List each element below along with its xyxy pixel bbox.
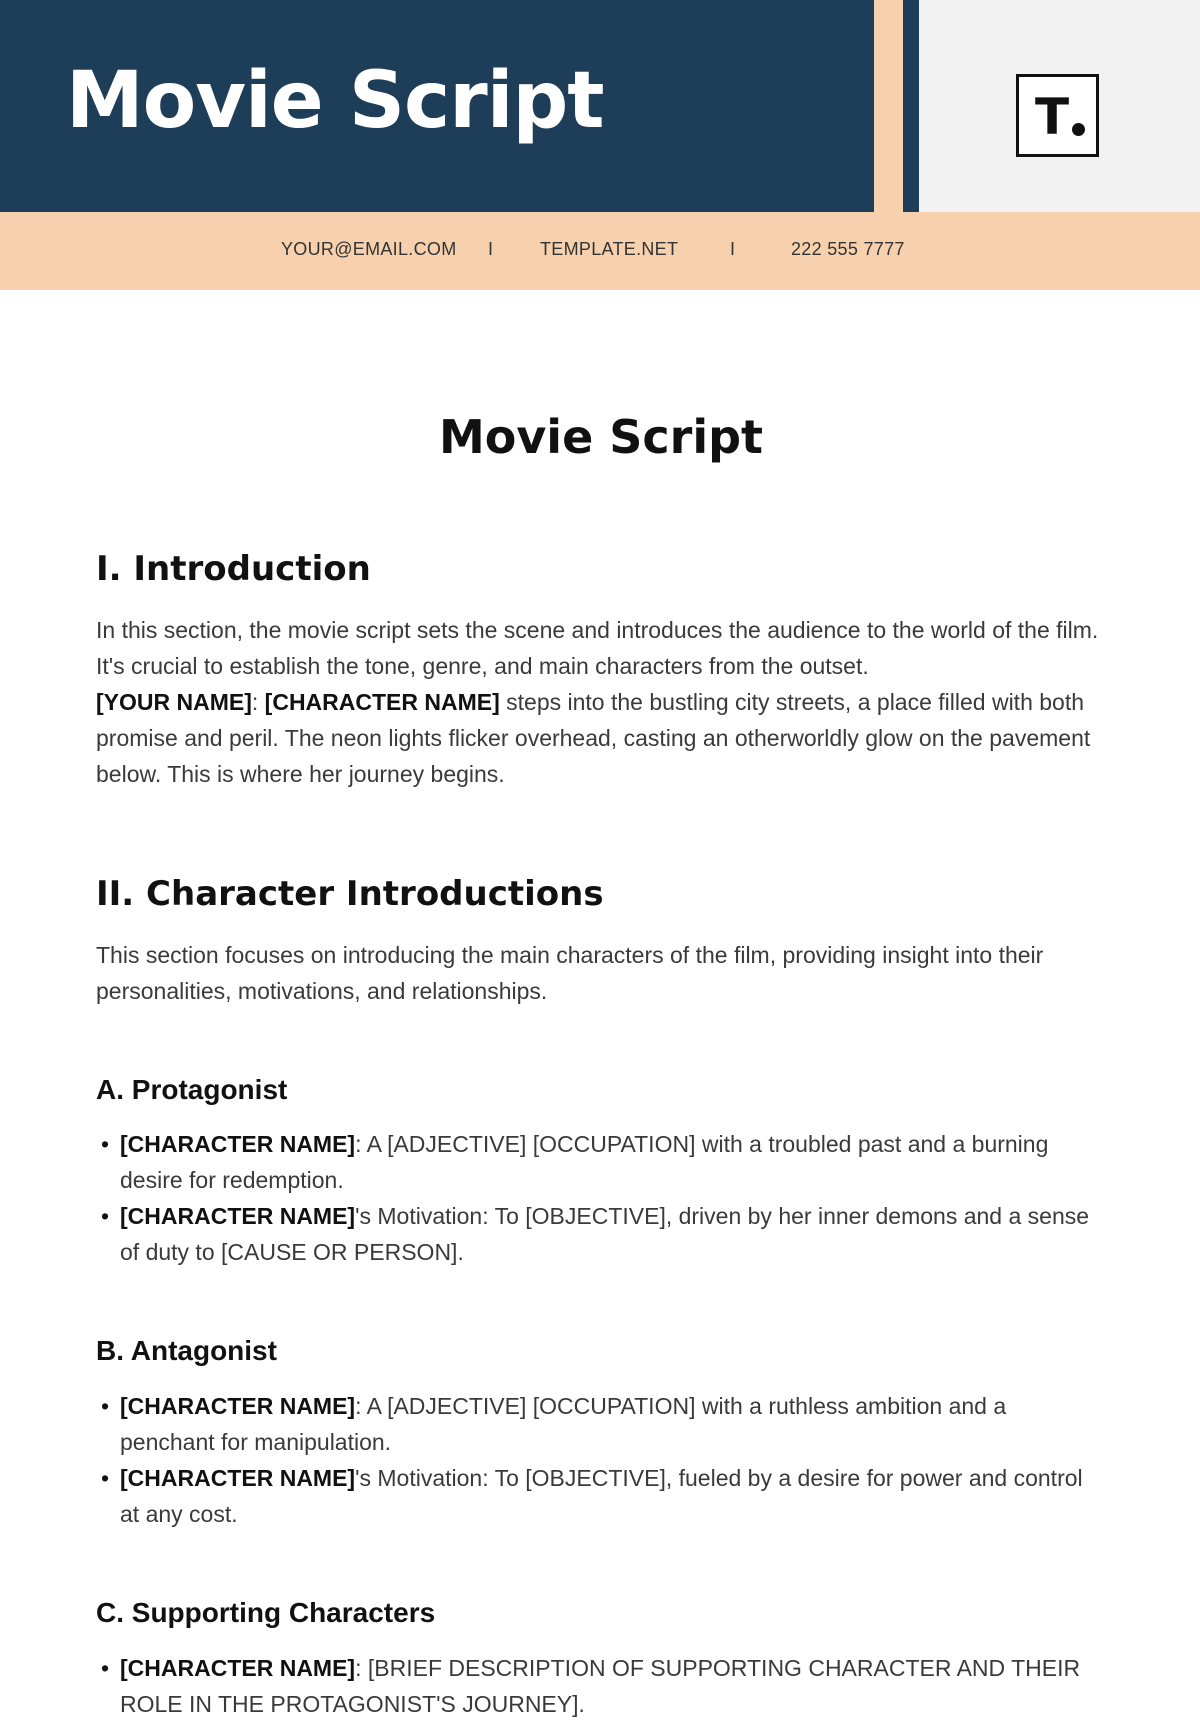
list-item-text: 's Motivation: To [OBJECTIVE], fueled by a desire for power and control at any cost.	[120, 1464, 1083, 1527]
your-name-placeholder: [YOUR NAME]	[96, 688, 252, 715]
character-name-placeholder: [CHARACTER NAME]	[120, 1392, 356, 1419]
character-name-placeholder: [CHARACTER NAME]	[120, 1203, 356, 1230]
list-item-text: : [BRIEF DESCRIPTION OF SUPPORTING CHARACTER AND THEIR ROLE IN THE PROTAGONIST'S JOURNEY].	[120, 1654, 1081, 1717]
contact-bar	[0, 212, 1200, 290]
document-title: Movie Script	[438, 410, 764, 464]
header-banner	[0, 0, 1200, 212]
header-title: Movie Script	[66, 56, 604, 146]
character-name-placeholder: [CHARACTER NAME]	[120, 1464, 356, 1491]
antagonist-list	[96, 1388, 1106, 1532]
list-item-text: : A [ADJECTIVE] [OCCUPATION] with a troubled past and a burning desire for redemption.	[120, 1131, 1049, 1194]
logo-letter: T	[1035, 88, 1070, 146]
introduction-text: In this section, the movie script sets the scene and introduces the audience to the world of the film. It's crucial to establish the tone, genre, and main characters from the outset.	[96, 616, 1099, 679]
list-item	[96, 1388, 1106, 1460]
contact-email: YOUR@EMAIL.COM	[281, 239, 457, 259]
protagonist-list	[96, 1126, 1106, 1270]
list-item	[96, 1460, 1106, 1532]
contact-website: TEMPLATE.NET	[540, 239, 679, 259]
subsection-heading-protagonist: A. Protagonist	[96, 1073, 288, 1105]
colon: :	[251, 688, 259, 715]
list-item	[96, 1198, 1106, 1270]
header-peach-stripe	[874, 0, 903, 212]
character-name-placeholder: [CHARACTER NAME]	[120, 1131, 356, 1158]
characters-paragraph: This section focuses on introducing the main characters of the film, providing insight into their personalities, motivations, and relationships.	[96, 941, 1044, 1004]
subsection-heading-antagonist: B. Antagonist	[96, 1335, 277, 1367]
template-logo-icon	[1016, 74, 1099, 157]
document-body	[96, 410, 1106, 1722]
list-item-text: : A [ADJECTIVE] [OCCUPATION] with a ruthless ambition and a penchant for manipulation.	[120, 1392, 1007, 1455]
contact-separator: I	[488, 239, 494, 259]
list-item	[96, 1650, 1106, 1722]
introduction-scene-text: steps into the bustling city streets, a place filled with both promise and peril. The neon lights flicker overhead, casting an otherworldly glow on the pavement below. This is where her journey begins.	[96, 688, 1091, 787]
contact-phone: 222 555 7777	[791, 239, 905, 259]
contact-separator: I	[730, 239, 736, 259]
section-heading-introduction: I. Introduction	[96, 549, 371, 590]
character-name-placeholder: [CHARACTER NAME]	[120, 1654, 356, 1681]
list-item	[96, 1126, 1106, 1198]
supporting-list	[96, 1650, 1106, 1722]
character-name-placeholder: [CHARACTER NAME]	[264, 688, 500, 715]
section-heading-characters: II. Character Introductions	[96, 873, 604, 914]
subsection-heading-supporting: C. Supporting Characters	[96, 1596, 436, 1628]
list-item-text: 's Motivation: To [OBJECTIVE], driven by her inner demons and a sense of duty to [CAUSE OR PERSON].	[120, 1203, 1090, 1266]
logo-dot	[1072, 123, 1085, 136]
introduction-paragraph	[96, 612, 1106, 792]
header-navy-stripe	[903, 0, 919, 212]
